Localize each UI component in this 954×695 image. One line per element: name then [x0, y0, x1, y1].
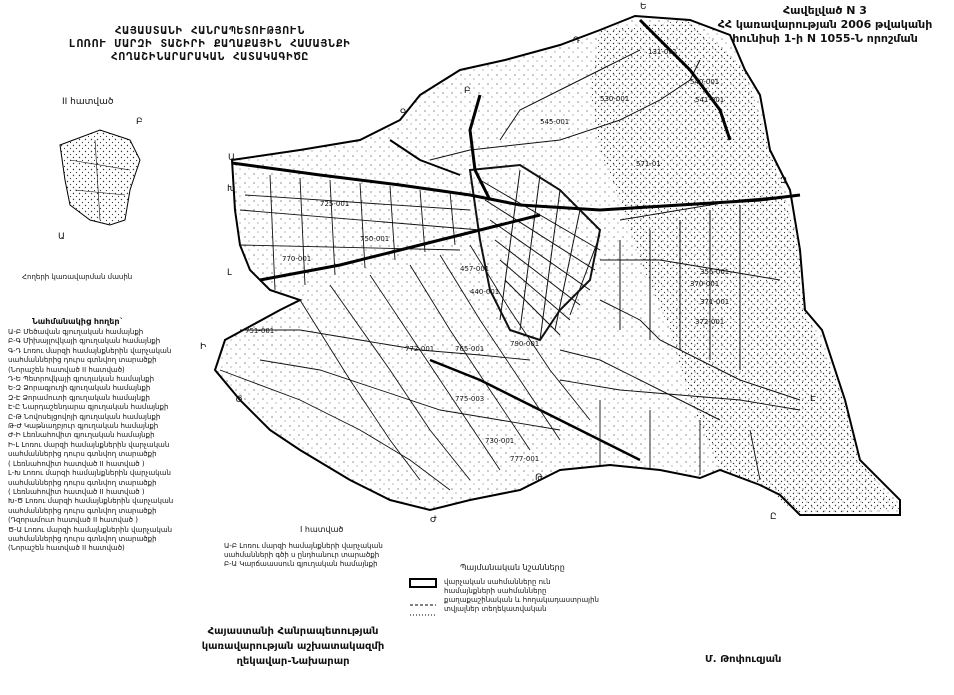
- map-letter-a: Ա: [228, 153, 235, 163]
- inset-ii-outline: [60, 130, 140, 225]
- adjacent-item: (Դզորամուտ հատված II hատված ): [8, 516, 138, 525]
- adjacent-item: Ը-Թ Նովոսելցովոյի գյուղական համայնքի: [8, 412, 161, 421]
- inset-letter-top: Բ: [136, 117, 143, 127]
- map-letter-i: Ի: [200, 342, 207, 352]
- adjacent-item: Զ-Է Ձորամուտի գյուղական համայնքի: [8, 393, 150, 402]
- annex-date: հունիսի 1-ի N 1055-Ն որոշման: [732, 32, 918, 45]
- parcel-label: 457-001: [460, 265, 490, 273]
- adjacent-item: սահմաններից դուրս գտնվող տարածքի: [8, 534, 157, 543]
- adjacent-item: Է-Ը Նարդաշենդարա գյուղական համայնքի: [8, 403, 169, 412]
- map-title: [60, 24, 360, 63]
- signature-line-2: կառավարության աշխատակազմի: [201, 641, 385, 652]
- map-letter-kh: Խ: [227, 184, 236, 194]
- symbol-dashed-line1: քաղաքաշինական և հողակադաստրային: [444, 596, 599, 604]
- parcel-label: 725-001: [320, 200, 350, 208]
- map-letter-t: Թ: [535, 473, 543, 483]
- signatory-name: Մ. Թոփուզյան: [705, 654, 782, 665]
- annex-header: [700, 4, 950, 46]
- parcel-label: 372-001: [695, 318, 725, 326]
- inset-i-list: [224, 542, 414, 569]
- map-letter-e: Ե: [640, 2, 647, 12]
- parcel-label: 131-001: [648, 48, 678, 56]
- symbol-dashed-line2: տվյալներ տեղեկատվական: [444, 605, 547, 613]
- adjacent-item: Թ-Ժ Կաթնաղբյուր գյուղական համայնքի: [8, 422, 159, 431]
- parcel-label: 750-001: [360, 235, 390, 243]
- adjacent-item: Ե-Զ Ձորագյուղի գյուղական համայնքի: [8, 384, 151, 393]
- title-line-3: ՀՈՂԱՇԻՆԱՐԱՐԱԿԱՆ ՀԱՏԱԿԱԳԻԾԸ: [110, 50, 310, 63]
- adjacent-item: սահմաններից դուրս գտնվող տարածքի: [8, 506, 157, 515]
- map-letter-d: Դ: [573, 36, 580, 46]
- signature-line-3: ղեկավար-Նախարար: [236, 656, 350, 667]
- adjacent-item: (Նորաշեն հատված II hատված): [8, 544, 125, 553]
- inset-i-item: Բ-Ա Կարճաասսուն գյուղական համայնքի: [224, 560, 378, 568]
- inset-ii-label: II hատված: [62, 97, 114, 107]
- parcel-label: 770-001: [282, 255, 312, 263]
- adjacent-item: ( Լեռնահովիտ հատված II hատված ): [8, 487, 145, 496]
- map-letter-ts: Ծ: [235, 395, 243, 405]
- parcel-label: 545-001: [540, 118, 570, 126]
- parcel-label: 772-001: [405, 345, 435, 353]
- map-letter-zh: Ժ: [430, 515, 437, 525]
- adjacent-item: սահմաններից դուրս գտնվող տարածքի: [8, 356, 157, 365]
- adjacent-item: Խ-Ծ Լոռու մարզի համայնքներին վարչական: [8, 497, 174, 506]
- parcel-label: 530-001: [600, 95, 630, 103]
- adjacent-item: Ա-Բ Մեծավան գյուղական համայնքի: [8, 328, 144, 336]
- parcel-label: 777-001: [510, 455, 540, 463]
- parcel-label: 371-001: [700, 298, 730, 306]
- map-letter-l: Լ: [227, 268, 232, 278]
- annex-decision: ՀՀ կառավարության 2006 թվականի: [717, 18, 933, 31]
- signature-block: [178, 624, 408, 669]
- legend-symbol-boundary: [410, 579, 436, 587]
- parcel-label: 571-01: [636, 160, 661, 168]
- parcel-label: 541-001: [695, 96, 725, 104]
- parcel-label: 730-001: [485, 437, 515, 445]
- adjacent-item: Ժ-Ի Լեռնահովիտ գյուղական համայնքի: [8, 431, 155, 440]
- inset-i-label: I hատված: [300, 525, 344, 534]
- adjacent-item: (Նորաշեն հատված II hատված): [8, 365, 125, 374]
- parcel-label: 751-001: [245, 327, 275, 335]
- adjacent-item: Գ-Դ Լոռու մարզի համայնքներին վարչական: [8, 346, 172, 355]
- map-letter-z: Զ: [780, 176, 787, 186]
- parcel-label: 540-001: [690, 78, 720, 86]
- adjacent-item: Բ-Գ Միխայլովկայի գյուղական համայնքի: [8, 337, 161, 346]
- adjacent-item: Ծ-Ա Լոռու մարզի համայնքներին վարչական: [8, 525, 173, 534]
- title-line-2: ԼՈՌՈՒ ՄԱՐԶԻ ՏԱՇԻՐԻ ՔԱՂԱՔԱՅԻՆ ՀԱՄԱՅՆՔԻ: [68, 37, 352, 50]
- annex-number: Հավելված N 3: [783, 4, 867, 17]
- map-letter-ee: Է: [810, 394, 816, 404]
- adjacent-item: Դ-Ե Պետրովկայի գյուղական համայնքի: [8, 375, 155, 384]
- map-letter-g: Գ: [400, 108, 407, 118]
- adjacent-item: սահմաններից դուրս գտնվող տարածքի: [8, 450, 157, 459]
- parcel-label: 356-001: [700, 268, 730, 276]
- adjacent-item: Ի-Լ Լոռու մարզի համայնքներին վարչական: [8, 440, 170, 449]
- adjacent-heading: Նահմանակից հողեր`: [32, 317, 124, 326]
- inset-ii-note: Հողերի կառավարման մասին: [22, 273, 133, 281]
- parcel-label: 765-001: [455, 345, 485, 353]
- symbols-list: [444, 578, 644, 614]
- adjacent-item: սահմաններից դուրս գտնվող տարածքի: [8, 478, 157, 487]
- adjacent-item: Լ-Խ Լոռու մարզի համայնքներին վարչական: [8, 469, 171, 478]
- signature-line-1: Հայաստանի Հանրապետության: [207, 626, 379, 637]
- inset-i-item: Ա-Բ Լոռու մարզի համայնքների վարչական սահմանների գծի ս ընդհանուր տարածքի: [224, 542, 383, 559]
- map-letter-b: Բ: [464, 86, 471, 96]
- inset-letter-bottom: Ա: [58, 232, 65, 242]
- symbol-boundary-line1: վարչական սահմանները ուն: [444, 578, 551, 586]
- adjacent-item: ( Լեռնահովիտ հատված II hատված ): [8, 459, 145, 468]
- parcel-label: 790-001: [510, 340, 540, 348]
- adjacent-list: [8, 328, 193, 554]
- symbol-boundary-line2: համայնքների սահմանները: [444, 587, 547, 595]
- map-letter-y: Ը: [770, 512, 777, 522]
- parcel-label: 370-001: [690, 280, 720, 288]
- parcel-label: 775-003: [455, 395, 485, 403]
- parcel-label: 440-001: [470, 288, 500, 296]
- title-line-1: ՀԱՅԱՍՏԱՆԻ ՀԱՆՐԱՊԵՏՈՒԹՅՈՒՆ: [114, 24, 306, 37]
- symbols-heading: Պայմանական նշանները: [460, 563, 565, 572]
